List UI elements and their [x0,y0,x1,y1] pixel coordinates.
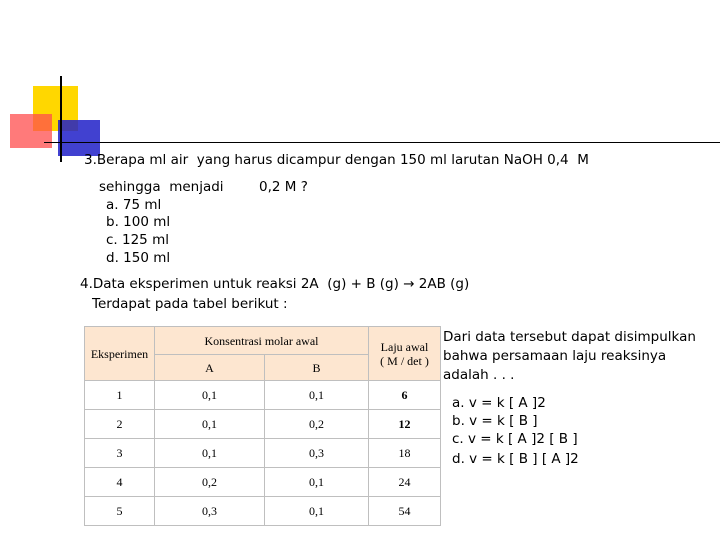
header-a: A [155,355,265,381]
header-eksperimen: Eksperimen [85,327,155,381]
option-4b: b. v = k [ B ] [452,413,538,429]
question-4-text: 4.Data eksperimen untuk reaksi 2A (g) + B (g) → 2AB (g) [80,276,470,292]
header-konsentrasi: Konsentrasi molar awal [155,327,369,355]
option-3c: c. 125 ml [106,232,169,248]
option-3b: b. 100 ml [106,214,171,230]
question-4-subtext: Terdapat pada tabel berikut : [92,296,288,312]
question-3-target: 0,2 M ? [259,179,308,195]
option-4c: c. v = k [ A ]2 [ B ] [452,431,578,447]
table-row: 2 0,1 0,2 12 [85,410,441,439]
table-row: 3 0,1 0,3 18 [85,439,441,468]
table-row: 1 0,1 0,1 6 [85,381,441,410]
table-row: 4 0,2 0,1 24 [85,468,441,497]
header-b: B [265,355,369,381]
question-3-text-cont: sehingga menjadi [99,179,224,195]
question-3-text: 3.Berapa ml air yang harus dicampur dengan 150 ml larutan NaOH 0,4 M [84,152,589,168]
table-row: 5 0,3 0,1 54 [85,497,441,526]
option-4a: a. v = k [ A ]2 [452,395,546,411]
option-3a: a. 75 ml [106,197,162,213]
decor-vertical-line [60,76,62,162]
decor-horizontal-line [44,142,720,143]
conclusion-line-2: bahwa persamaan laju reaksinya [443,348,667,364]
option-4d: d. v = k [ B ] [ A ]2 [452,451,579,467]
conclusion-line-1: Dari data tersebut dapat disimpulkan [443,329,696,345]
header-laju: Laju awal ( M / det ) [369,327,441,381]
experiment-table [84,326,441,526]
option-3d: d. 150 ml [106,250,171,266]
conclusion-line-3: adalah . . . [443,367,515,383]
decor-blue-square [58,120,100,156]
